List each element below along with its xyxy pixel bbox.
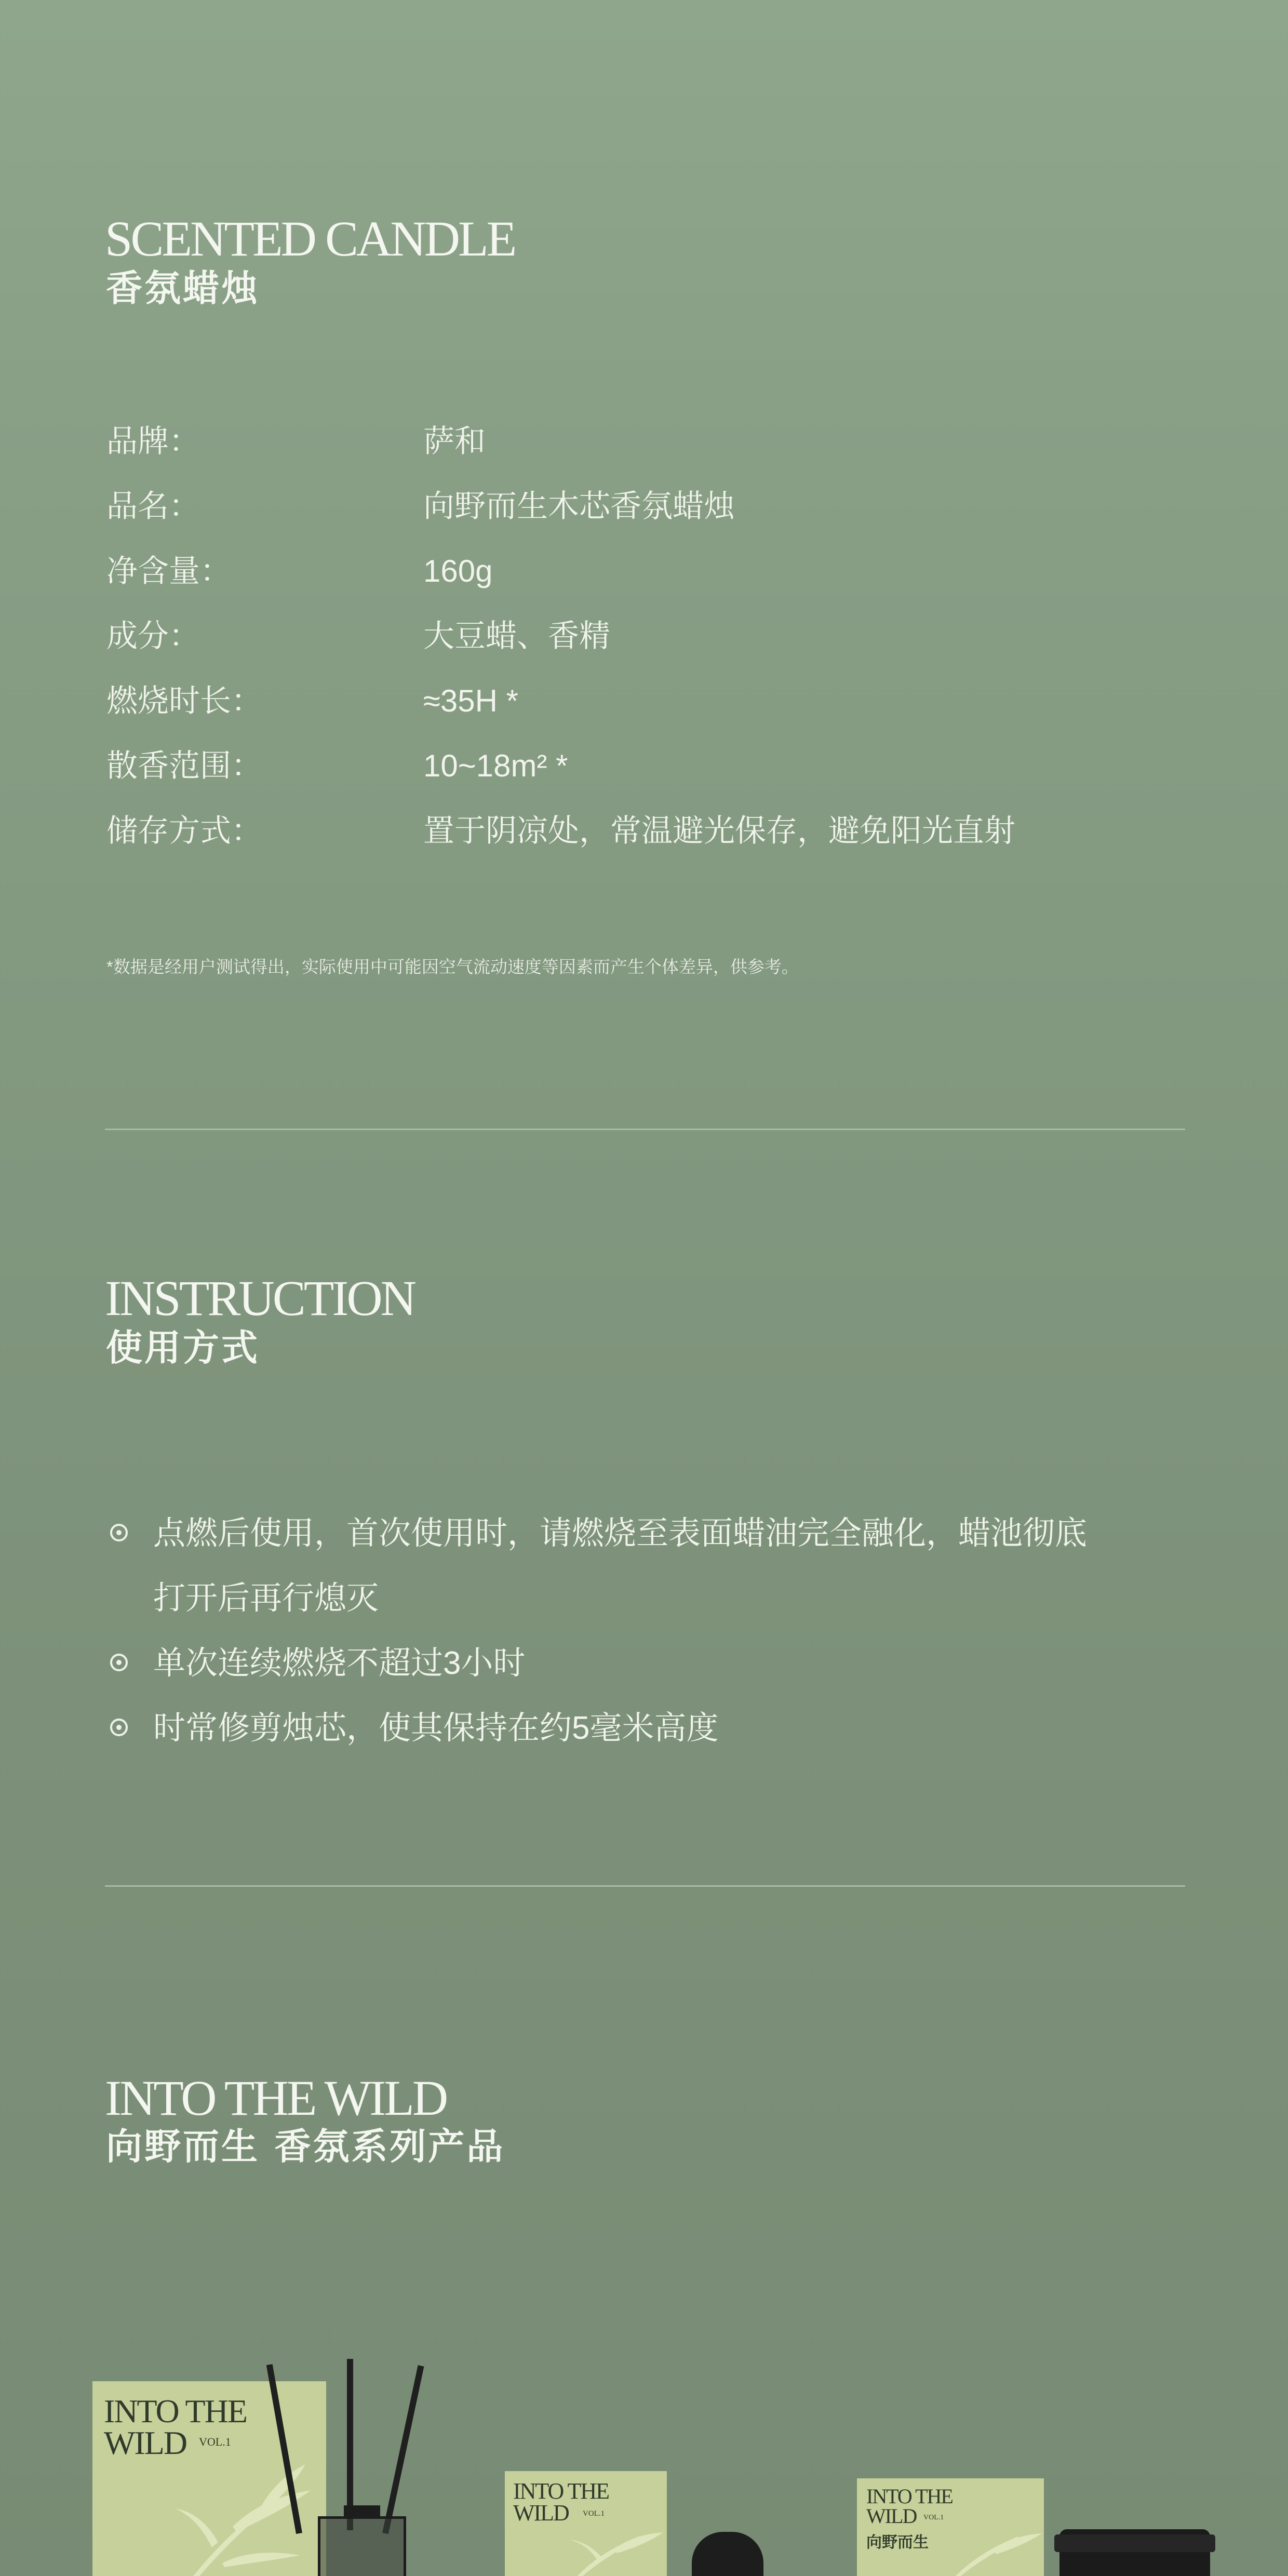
candle-box bbox=[857, 2478, 1044, 2576]
instruction-item bbox=[110, 1501, 1180, 1631]
spec-value: ≈35H * bbox=[423, 683, 519, 718]
spec-label: 散香范围： bbox=[106, 748, 262, 783]
footnote: *数据是经用户测试得出，实际使用中可能因空气流动速度等因素而产生个体差异，供参考。 bbox=[106, 957, 799, 976]
box-title: INTO THE WILD bbox=[866, 2485, 952, 2528]
instruction-list bbox=[110, 1501, 1180, 1761]
spec-value: 置于阴凉处，常温避光保存，避免阳光直射 bbox=[423, 813, 1015, 848]
candle-title-cn: 香氛蜡烛 bbox=[106, 266, 260, 310]
spec-row-brand bbox=[106, 421, 1197, 486]
series-title-en: INTO THE WILD bbox=[105, 2070, 447, 2126]
bamboo-leaf-icon bbox=[945, 2520, 1044, 2576]
bamboo-leaf-icon bbox=[567, 2518, 666, 2576]
instruction-title-en: INSTRUCTION bbox=[105, 1270, 414, 1326]
box-title: INTO THE WILD bbox=[104, 2393, 247, 2461]
spec-label: 燃烧时长： bbox=[106, 683, 262, 718]
spec-row-name bbox=[106, 486, 1197, 551]
spec-value: 160g bbox=[423, 554, 493, 588]
reed-stick bbox=[382, 2365, 424, 2534]
reed-stick bbox=[347, 2359, 353, 2530]
bullet-icon bbox=[110, 1524, 128, 1541]
bottle-cap bbox=[344, 2505, 380, 2519]
box-title: INTO THE WILD bbox=[513, 2478, 609, 2526]
jar-lid bbox=[1054, 2534, 1215, 2552]
diffuser-bottle bbox=[318, 2516, 406, 2576]
instruction-item bbox=[110, 1696, 1180, 1761]
instruction-title-cn: 使用方式 bbox=[106, 1326, 260, 1369]
instruction-text: 打开后再行熄灭 bbox=[153, 1580, 379, 1616]
bullet-icon bbox=[110, 1719, 128, 1736]
spec-row-scent-range bbox=[106, 745, 1197, 810]
box-title-cn: 向野而生 bbox=[866, 2533, 929, 2552]
spec-row-ingredients bbox=[106, 615, 1197, 680]
black-bottle bbox=[692, 2532, 763, 2576]
instruction-text: 单次连续燃烧不超过3小时 bbox=[153, 1645, 526, 1681]
spec-row-burn-time bbox=[106, 680, 1197, 745]
spec-list bbox=[106, 421, 1197, 875]
divider bbox=[105, 1885, 1185, 1887]
spec-row-net-weight bbox=[106, 551, 1197, 615]
instruction-item bbox=[110, 1631, 1180, 1696]
divider bbox=[105, 1129, 1185, 1130]
box-vol: VOL.1 bbox=[923, 2514, 944, 2521]
candle-title-en: SCENTED CANDLE bbox=[105, 211, 515, 266]
box-vol: VOL.1 bbox=[583, 2510, 605, 2518]
spec-value: 萨和 bbox=[423, 424, 486, 459]
spec-value: 大豆蜡、香精 bbox=[423, 619, 610, 653]
series-title-cn: 向野而生 香氛系列产品 bbox=[106, 2125, 505, 2168]
spec-label: 储存方式： bbox=[106, 813, 262, 848]
small-box bbox=[505, 2471, 667, 2576]
spec-value: 向野而生木芯香氛蜡烛 bbox=[423, 489, 735, 524]
bamboo-leaf-icon bbox=[170, 2459, 326, 2576]
spec-label: 品名： bbox=[106, 489, 200, 524]
spec-label: 净含量： bbox=[106, 554, 231, 588]
box-vol: VOL.1 bbox=[199, 2435, 231, 2448]
spec-label: 品牌： bbox=[106, 424, 200, 459]
instruction-text: 点燃后使用，首次使用时，请燃烧至表面蜡油完全融化，蜡池彻底 bbox=[153, 1515, 1088, 1551]
spec-value: 10~18m² * bbox=[423, 748, 568, 783]
instruction-text: 时常修剪烛芯，使其保持在约5毫米高度 bbox=[153, 1710, 719, 1746]
spec-row-storage bbox=[106, 810, 1197, 875]
bullet-icon bbox=[110, 1654, 128, 1671]
spec-label: 成分： bbox=[106, 619, 200, 653]
candle-jar bbox=[1059, 2529, 1210, 2576]
